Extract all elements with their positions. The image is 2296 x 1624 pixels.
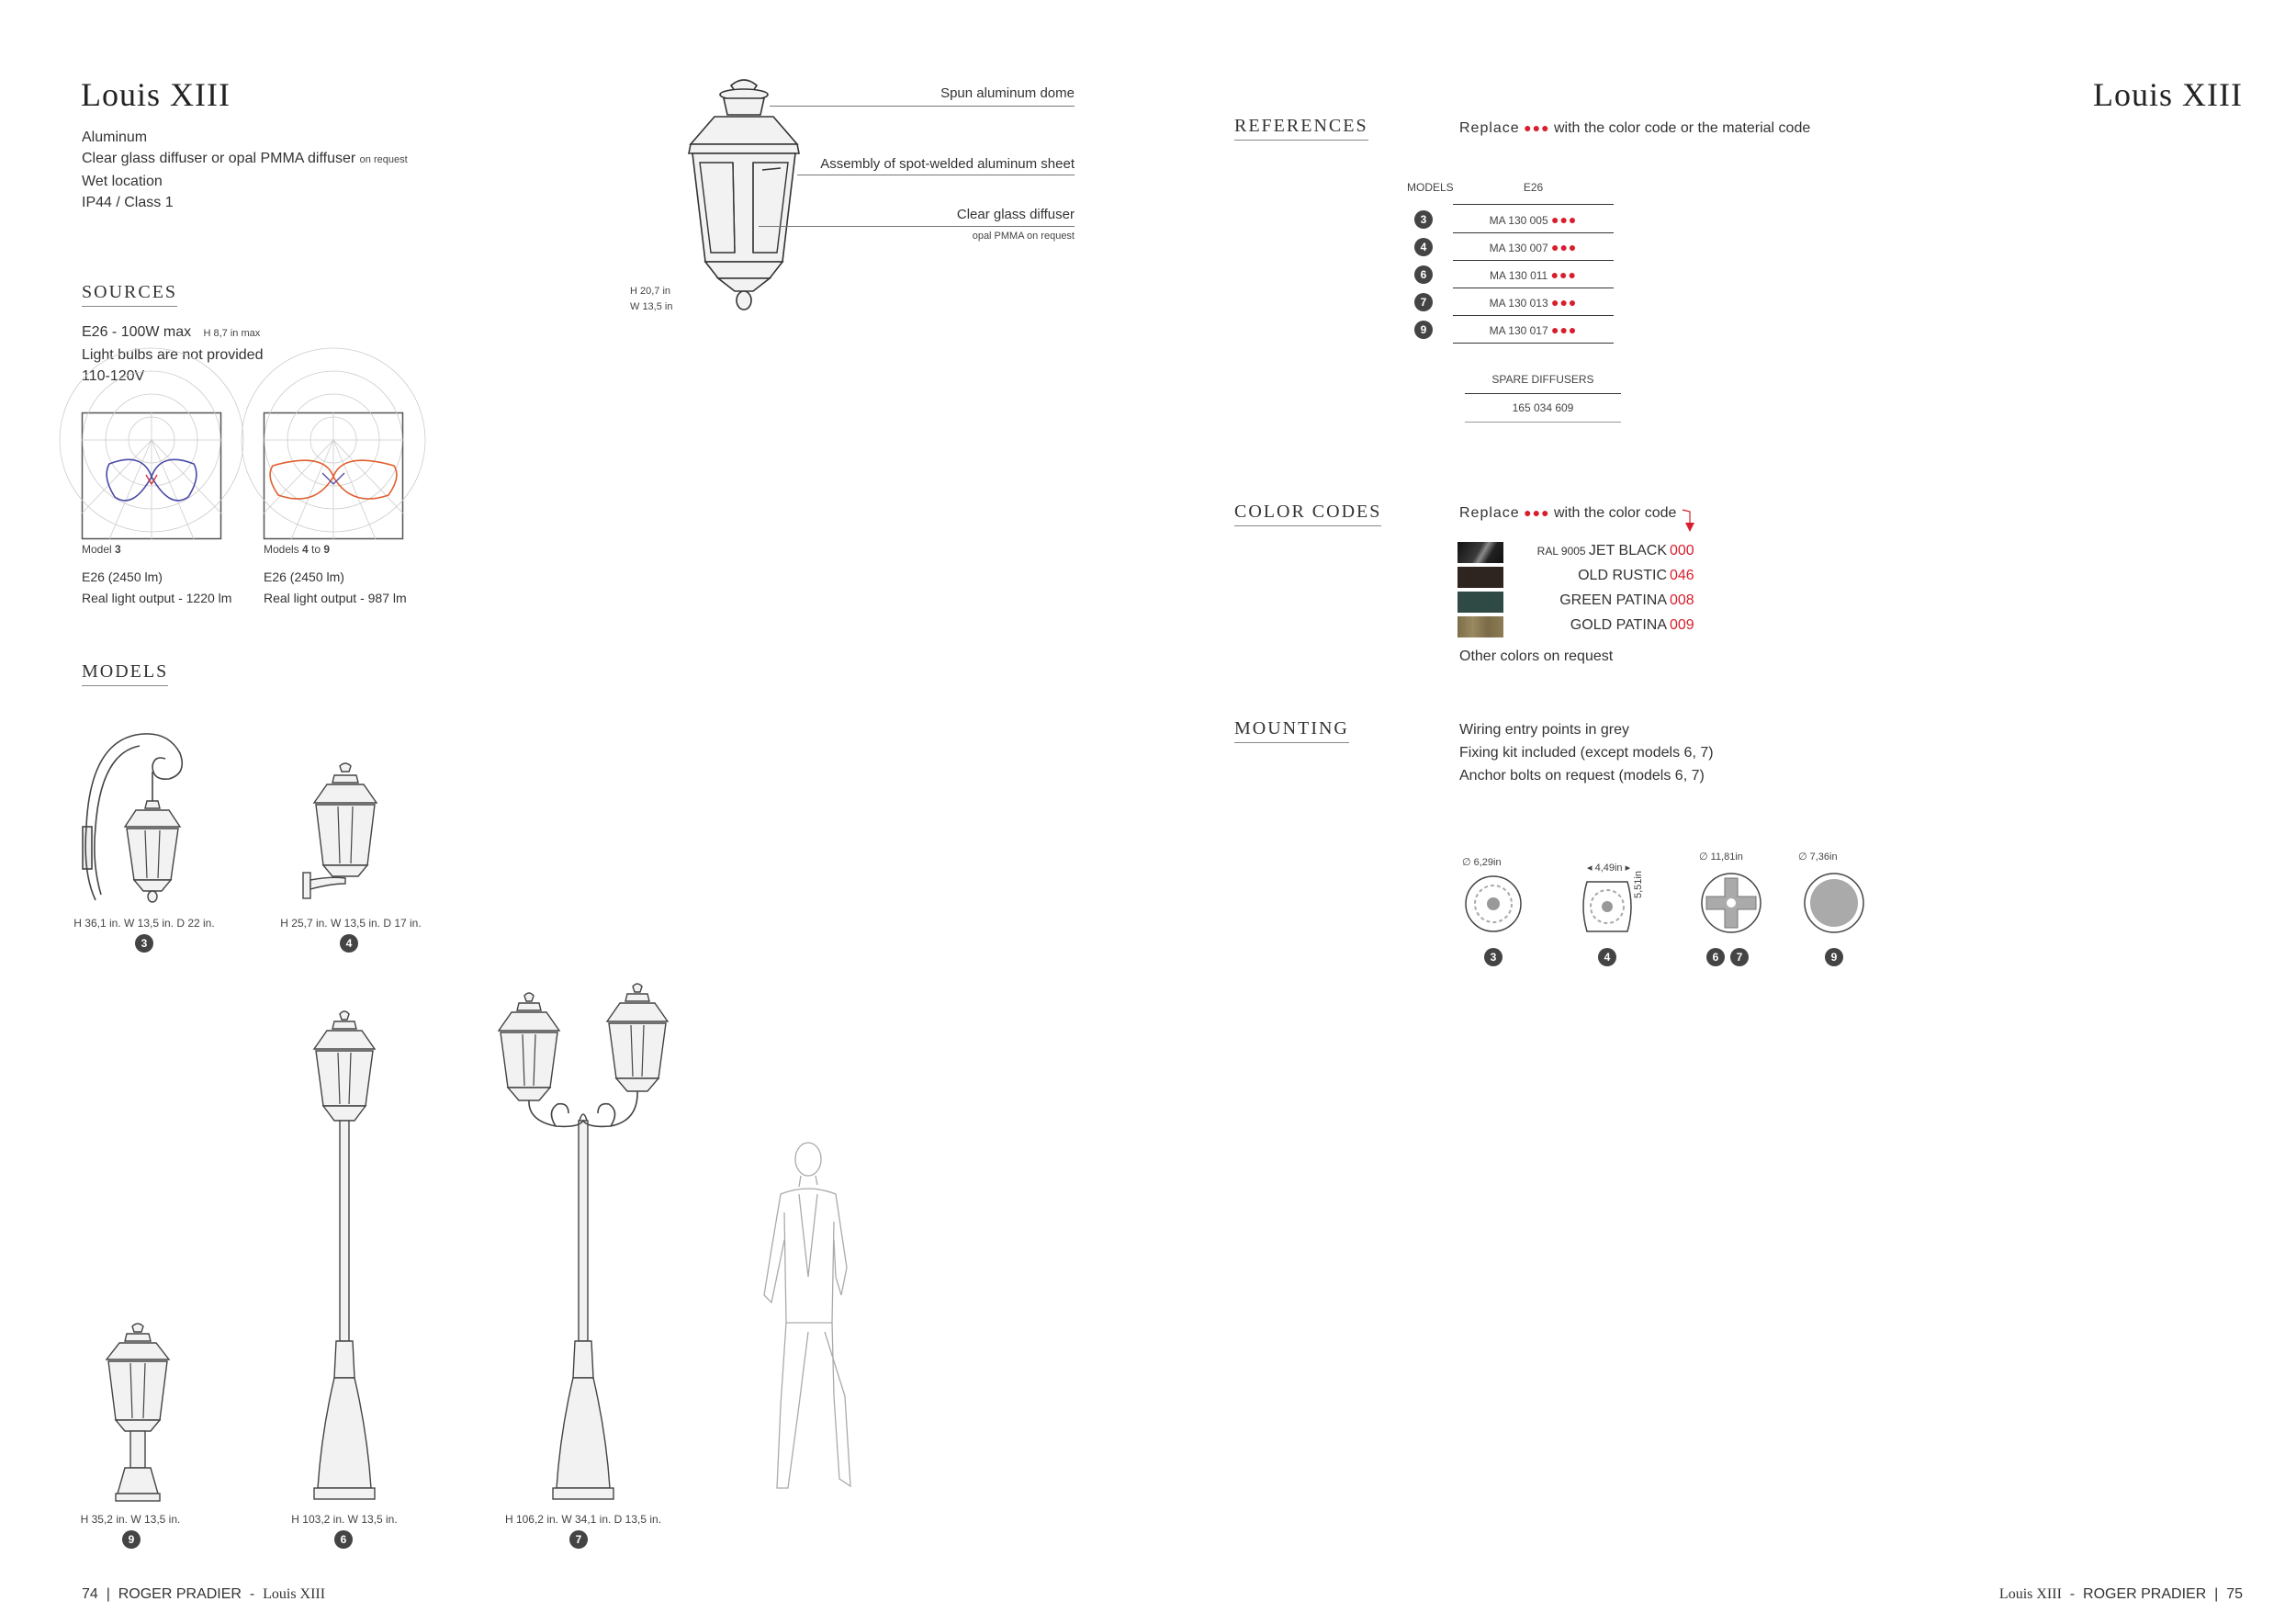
photometry-diagram-model-3 — [82, 412, 221, 539]
models-heading: MODELS — [82, 661, 168, 686]
color-jet-black-name: RAL 9005 JET BLACK — [1536, 543, 1667, 558]
color-gold-patina-code: 009 — [1670, 617, 1694, 633]
ref-row-4-num: 7 — [1414, 293, 1433, 311]
plate-4-illustration — [1578, 874, 1637, 939]
other-colors-note: Other colors on request — [1459, 648, 1614, 664]
ref-row-2: MA 130 007 ●●● — [1453, 233, 1614, 261]
color-green-patina-name: GREEN PATINA — [1559, 592, 1667, 608]
ref-row-5-num: 9 — [1414, 321, 1433, 339]
ref-row-1: MA 130 005 ●●● — [1453, 206, 1614, 233]
sources-line2: Light bulbs are not provided — [82, 347, 264, 363]
model-9-illustration — [92, 1323, 184, 1506]
mounting-heading: MOUNTING — [1234, 718, 1349, 743]
sources-line3: 110-120V — [82, 368, 145, 384]
left-page-number: 74 — [82, 1586, 98, 1602]
ref-row-2-num: 4 — [1414, 238, 1433, 256]
swatch-old-rustic — [1458, 567, 1503, 588]
plate-3-dim: ∅ 6,29in — [1462, 857, 1502, 868]
sources-line1: E26 - 100W max H 8,7 in max — [82, 324, 261, 340]
model-9-dims: H 35,2 in. W 13,5 in. — [80, 1513, 181, 1526]
ref-row-1-num: 3 — [1414, 210, 1433, 229]
spare-diffusers-ref: 165 034 609 — [1465, 401, 1621, 423]
color-codes-replace-note: Replace ●●● with the color code — [1459, 505, 1677, 521]
ref-row-5: MA 130 017 ●●● — [1453, 316, 1614, 344]
photometry-2-output: Real light output - 987 lm — [264, 591, 407, 605]
model-7-illustration — [491, 983, 675, 1506]
label-diffuser: Clear glass diffuser — [956, 207, 1075, 222]
ref-row-3-num: 6 — [1414, 265, 1433, 284]
swatch-green-patina — [1458, 592, 1503, 613]
spec-protection: IP44 / Class 1 — [82, 195, 174, 210]
spare-diffusers-label: SPARE DIFFUSERS — [1465, 373, 1621, 394]
references-col-models: MODELS — [1407, 181, 1454, 194]
mounting-note-1: Wiring entry points in grey — [1459, 722, 1629, 738]
spec-diffuser-note: on request — [359, 154, 408, 165]
left-footer: 74 | ROGER PRADIER - Louis XIII — [82, 1586, 326, 1602]
photometry-2-lumens: E26 (2450 lm) — [264, 570, 344, 584]
model-6-illustration — [303, 1010, 386, 1506]
model-4-badge: 4 — [340, 934, 358, 953]
photometry-1-output: Real light output - 1220 lm — [82, 591, 232, 605]
color-old-rustic-name: OLD RUSTIC — [1578, 568, 1667, 583]
references-col-e26: E26 — [1453, 181, 1614, 205]
diagram-dim-width: W 13,5 in — [630, 301, 673, 312]
left-page-title: Louis XIII — [81, 76, 231, 113]
plate-7-badge: 7 — [1730, 948, 1749, 966]
plate-6-7-illustration — [1699, 871, 1763, 935]
plate-3-badge: 3 — [1484, 948, 1503, 966]
sources-text — [82, 321, 263, 387]
model-3-dims: H 36,1 in. W 13,5 in. D 22 in. — [73, 917, 215, 930]
mounting-note-3: Anchor bolts on request (models 6, 7) — [1459, 768, 1705, 784]
model-4-illustration — [294, 762, 395, 900]
spec-material: Aluminum — [82, 130, 148, 145]
model-9-badge: 9 — [122, 1530, 141, 1549]
right-footer-brand: ROGER PRADIER — [2083, 1586, 2207, 1602]
right-footer: Louis XIII - ROGER PRADIER | 75 — [1998, 1586, 2243, 1602]
plate-3-illustration — [1464, 874, 1523, 933]
label-dome: Spun aluminum dome — [940, 85, 1075, 101]
ref-row-4: MA 130 013 ●●● — [1453, 288, 1614, 316]
model-7-dims: H 106,2 in. W 34,1 in. D 13,5 in. — [504, 1513, 662, 1526]
mounting-notes — [1459, 718, 1714, 787]
model-6-badge: 6 — [334, 1530, 353, 1549]
callout-dome-line — [770, 106, 1075, 107]
color-green-patina-code: 008 — [1670, 592, 1694, 608]
model-6-dims: H 103,2 in. W 13,5 in. — [291, 1513, 398, 1526]
mounting-note-2: Fixing kit included (except models 6, 7) — [1459, 745, 1714, 761]
arrow-down-icon — [1681, 508, 1699, 536]
swatch-jet-black — [1458, 542, 1503, 563]
diagram-dim-height: H 20,7 in — [630, 286, 671, 297]
left-footer-brand: ROGER PRADIER — [118, 1586, 242, 1602]
left-footer-title: Louis XIII — [263, 1586, 326, 1602]
plate-4-badge: 4 — [1598, 948, 1616, 966]
color-gold-patina-name: GOLD PATINA — [1570, 617, 1667, 633]
references-replace-note: Replace ●●● with the color code or the material code — [1459, 120, 1811, 136]
lantern-diagram — [661, 78, 827, 321]
spec-location: Wet location — [82, 174, 163, 189]
right-page-title: Louis XIII — [2093, 76, 2243, 113]
plate-9-badge: 9 — [1825, 948, 1843, 966]
plate-9-illustration — [1802, 871, 1866, 935]
photometry-diagram-models-4-9 — [264, 412, 403, 539]
model-7-badge: 7 — [569, 1530, 588, 1549]
model-3-illustration — [75, 726, 204, 909]
right-page-number: 75 — [2226, 1586, 2243, 1602]
spec-diffuser: Clear glass diffuser or opal PMMA diffuser on request — [82, 151, 408, 166]
references-heading: REFERENCES — [1234, 116, 1368, 141]
plate-4-dim-height: 5,51in — [1633, 871, 1644, 898]
plate-4-dim: ◂ 4,49in ▸ — [1587, 863, 1631, 874]
photometry-1-lumens: E26 (2450 lm) — [82, 570, 163, 584]
color-codes-heading: COLOR CODES — [1234, 502, 1381, 526]
plate-6-badge: 6 — [1706, 948, 1725, 966]
label-assembly: Assembly of spot-welded aluminum sheet — [820, 156, 1075, 172]
sources-line1-note: H 8,7 in max — [203, 328, 261, 339]
callout-diffuser-line — [759, 226, 1075, 227]
label-diffuser-note: opal PMMA on request — [972, 231, 1075, 242]
photometry-2-model: Models 4 to 9 — [264, 543, 331, 556]
photometry-1-model: Model 3 — [82, 543, 121, 556]
person-scale-figure — [744, 1139, 863, 1506]
plate-6-7-dim: ∅ 11,81in — [1699, 851, 1743, 863]
swatch-gold-patina — [1458, 616, 1503, 637]
color-jet-black-code: 000 — [1670, 543, 1694, 558]
color-old-rustic-code: 046 — [1670, 568, 1694, 583]
sources-heading: SOURCES — [82, 282, 177, 307]
spec-list — [82, 127, 408, 213]
right-footer-title: Louis XIII — [1998, 1586, 2062, 1602]
model-4-dims: H 25,7 in. W 13,5 in. D 17 in. — [280, 917, 422, 930]
model-3-badge: 3 — [135, 934, 153, 953]
plate-9-dim: ∅ 7,36in — [1798, 851, 1838, 863]
ref-row-3: MA 130 011 ●●● — [1453, 261, 1614, 288]
